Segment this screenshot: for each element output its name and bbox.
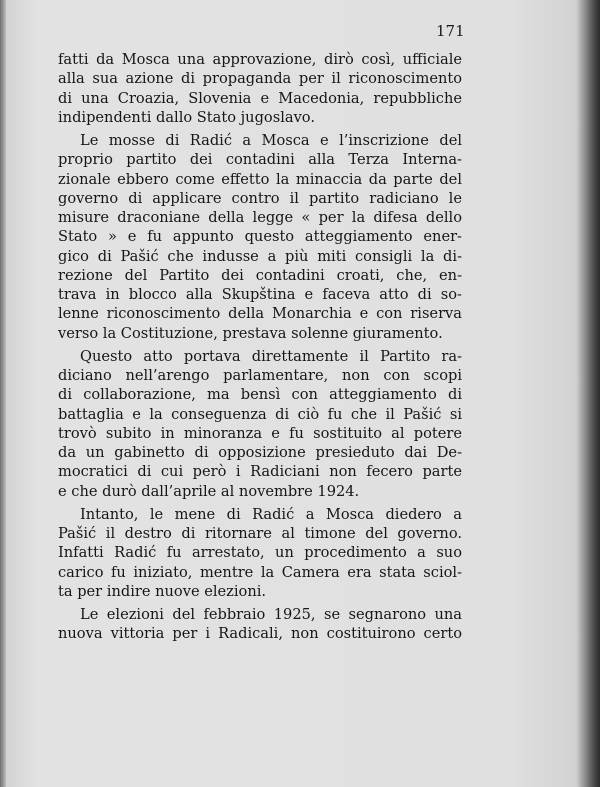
page-binding-edge <box>0 0 6 787</box>
body-text <box>58 50 462 648</box>
text-line: di collaborazione, ma bensì con atteggiamento di <box>58 386 462 404</box>
text-line: Questo atto portava direttamente il Partito ra- <box>80 347 462 365</box>
text-line: Pašić il destro di ritornare al timone del governo. <box>58 525 462 542</box>
text-line: e che durò dall’aprile al novembre 1924. <box>58 482 360 500</box>
paragraph-5 <box>58 605 462 644</box>
text-line: battaglia e la conseguenza di ciò fu che il Pašić si <box>58 405 462 423</box>
text-line: di una Croazia, Slovenia e Macedonia, repubbliche <box>58 89 462 107</box>
text-line: carico fu iniziato, mentre la Camera era stata sciol- <box>58 563 462 581</box>
paragraph-3 <box>58 347 462 501</box>
text-line: rezione del Partito dei contadini croati, che, en- <box>58 266 462 284</box>
text-line: misure draconiane della legge « per la difesa dello <box>58 209 462 226</box>
text-line: gico di Pašić che indusse a più miti consigli la di- <box>58 247 462 265</box>
text-line: governo di applicare contro il partito radiciano le <box>58 189 462 207</box>
text-line: proprio partito dei contadini alla Terza Interna- <box>58 151 462 169</box>
text-line: Intanto, le mene di Radić a Mosca diedero a <box>80 505 462 523</box>
text-line: trovò subito in minoranza e fu sostituito al potere <box>58 424 462 442</box>
text-line: nuova vittoria per i Radicali, non costituirono certo <box>58 625 462 643</box>
text-line: fatti da Mosca una approvazione, dirò così, ufficiale <box>58 51 462 68</box>
text-line: Le mosse di Radić a Mosca e l’inscrizione del <box>80 132 462 149</box>
paragraph-4 <box>58 505 462 601</box>
text-line: indipendenti dallo Stato jugoslavo. <box>58 108 315 126</box>
text-line: lenne riconoscimento della Monarchia e con riserva <box>58 305 462 323</box>
text-line: verso la Costituzione, prestava solenne giuramento. <box>58 324 443 342</box>
paragraph-2 <box>58 131 462 343</box>
text-line: Le elezioni del febbraio 1925, se segnarono una <box>80 606 462 623</box>
text-line: diciano nell’arengo parlamentare, non con scopi <box>58 367 462 384</box>
paragraph-1 <box>58 50 462 127</box>
text-line: mocratici di cui però i Radiciani non fecero parte <box>58 463 462 481</box>
text-line: Stato » e fu appunto questo atteggiamento ener- <box>58 228 462 246</box>
text-line: zionale ebbero come effetto la minaccia da parte del <box>58 170 462 188</box>
text-line: trava in blocco alla Skupština e faceva atto di so- <box>58 286 462 303</box>
text-line: Infatti Radić fu arrestato, un procedimento a suo <box>58 544 462 562</box>
text-line: alla sua azione di propaganda per il riconoscimento <box>58 70 462 88</box>
text-line: ta per indire nuove elezioni. <box>58 582 267 600</box>
page-number: 171 <box>436 22 465 40</box>
text-line: da un gabinetto di opposizione presieduto dai De- <box>58 444 462 461</box>
